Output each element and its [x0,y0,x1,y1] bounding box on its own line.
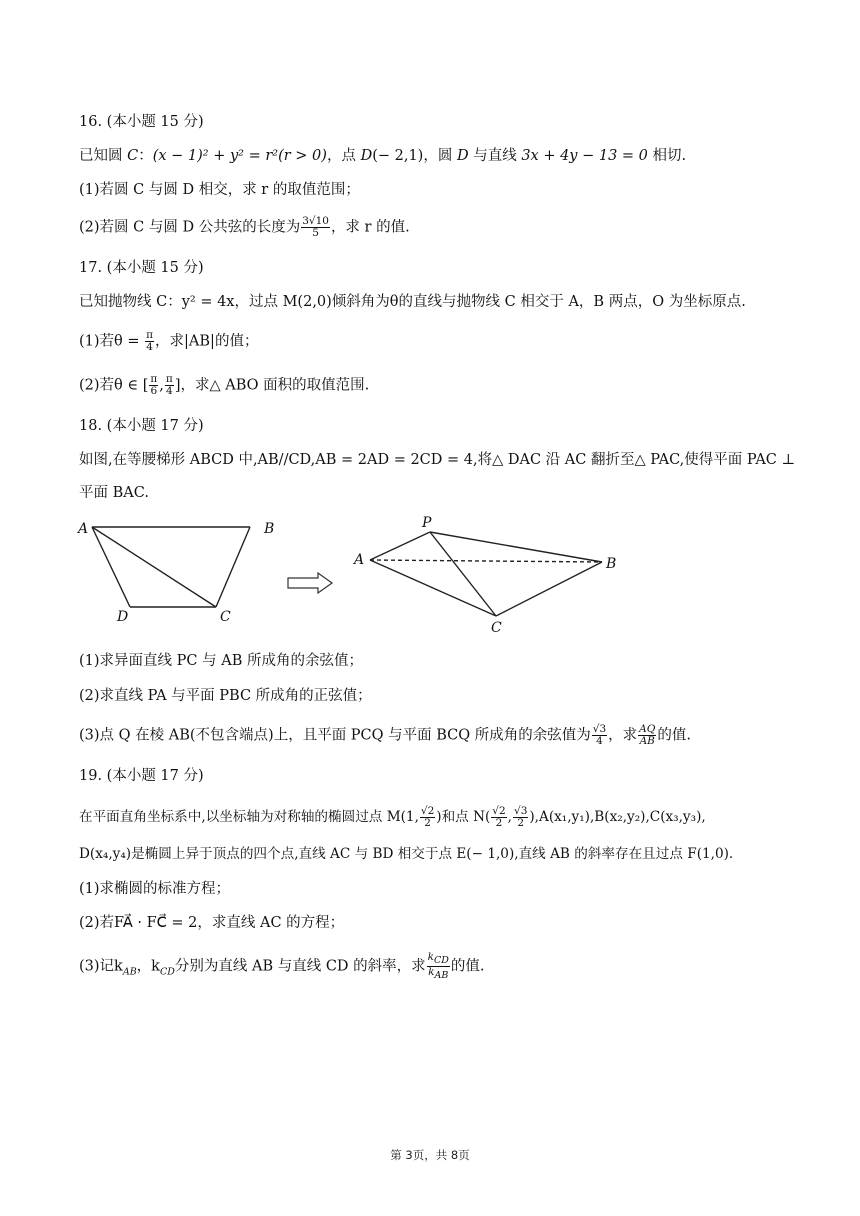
q17-part2: (2)若θ ∈ [ $\frac{\pi}{6}$ , $\frac{\pi}{4}$ ]，求△ ABO 面积的取值范围. [79,373,370,397]
label-B: B [606,556,617,572]
arrow-right-icon [286,572,336,594]
edge-AC [370,560,496,616]
q18-statement-line2: 平面 BAC. [79,485,149,501]
label-C: C [491,620,502,636]
label-B: B [264,521,275,537]
q18-part1: (1)求异面直线 PC 与 AB 所成角的余弦值； [79,653,363,669]
q18-header: 18. (本小题 17 分) [79,418,204,434]
q17-part1: (1)若θ = $\frac{\pi}{4}$ ，求|AB|的值； [79,329,259,353]
edge-AP [370,532,430,560]
label-C: C [220,609,231,625]
q18-statement-line1: 如图,在等腰梯形 ABCD 中,AB//CD,AB = 2AD = 2CD = 4,将△ DAC 沿 AC 翻折至△ PAC,使得平面 PAC ⊥ [79,452,796,468]
trapezoid-figure [74,515,254,625]
folded-pyramid-figure [350,512,630,637]
edge-PC [430,532,496,616]
label-D: D [117,609,129,625]
q16-part2: (2)若圆 C 与圆 D 公共弦的长度为 $\frac{3√10}{5}$ ，求 r 的值. [79,215,410,239]
fraction: $\frac{3√10}{5}$ [302,215,329,239]
label-B-wrap [260,515,290,545]
q19-statement-line2: D(x₄,y₄)是椭圆上异于顶点的四个点,直线 AC 与 BD 相交于点 E(− 1,0),直线 AB 的斜率存在且过点 F(1,0). [79,846,734,862]
q17-statement: 已知抛物线 C：y² = 4x，过点 M(2,0)倾斜角为θ的直线与抛物线 C 相交于 A，B 两点，O 为坐标原点. [79,294,746,310]
q19-part2: (2)若FA⃗ · FC⃗ = 2，求直线 AC 的方程； [79,915,345,931]
q19-part1: (1)求椭圆的标准方程； [79,881,231,897]
edge-AB-dashed [370,560,602,562]
q18-part3: (3)点 Q 在棱 AB(不包含端点)上，且平面 PCQ 与平面 BCQ 所成角的余弦值为 $\frac{√3}{4}$ ，求 $\frac{AQ}{AB}$ 的值. [79,723,691,747]
q19-part3: (3)记$k_{AB}$，$k_{CD}$分别为直线 AB 与直线 CD 的斜率，求 $k_{CD}$ $k_{AB}$ 的值. [79,951,485,982]
q16-part1: (1)若圆 C 与圆 D 相交，求 r 的取值范围； [79,182,360,198]
q16-header: 16. (本小题 15 分) [79,114,204,130]
edge-CB [496,562,602,616]
label-A: A [78,521,89,537]
edge-PB [430,532,602,562]
q19-header: 19. (本小题 17 分) [79,768,204,784]
page-footer: 第 3页，共 8页 [390,1148,470,1162]
label-P: P [422,515,432,531]
q16-statement: 已知圆 C：(x − 1)² + y² = r²(r > 0)，点 D(− 2,1)，圆 D 与直线 3x + 4y − 13 = 0 相切. [79,148,687,164]
edge-CB [216,527,250,607]
q19-statement-line1: 在平面直角坐标系中,以坐标轴为对称轴的椭圆过点 M(1, $\frac{√2}{2}$ )和点 N( $\frac{√2}{2}$ , $\frac{√3}{2}$ ),A(x₁,y₁),B(x₂,y₂),C(x₃,y₃), [79,805,706,829]
q18-part2: (2)求直线 PA 与平面 PBC 所成角的正弦值； [79,688,372,704]
q17-header: 17. (本小题 15 分) [79,260,204,276]
label-A: A [354,552,365,568]
